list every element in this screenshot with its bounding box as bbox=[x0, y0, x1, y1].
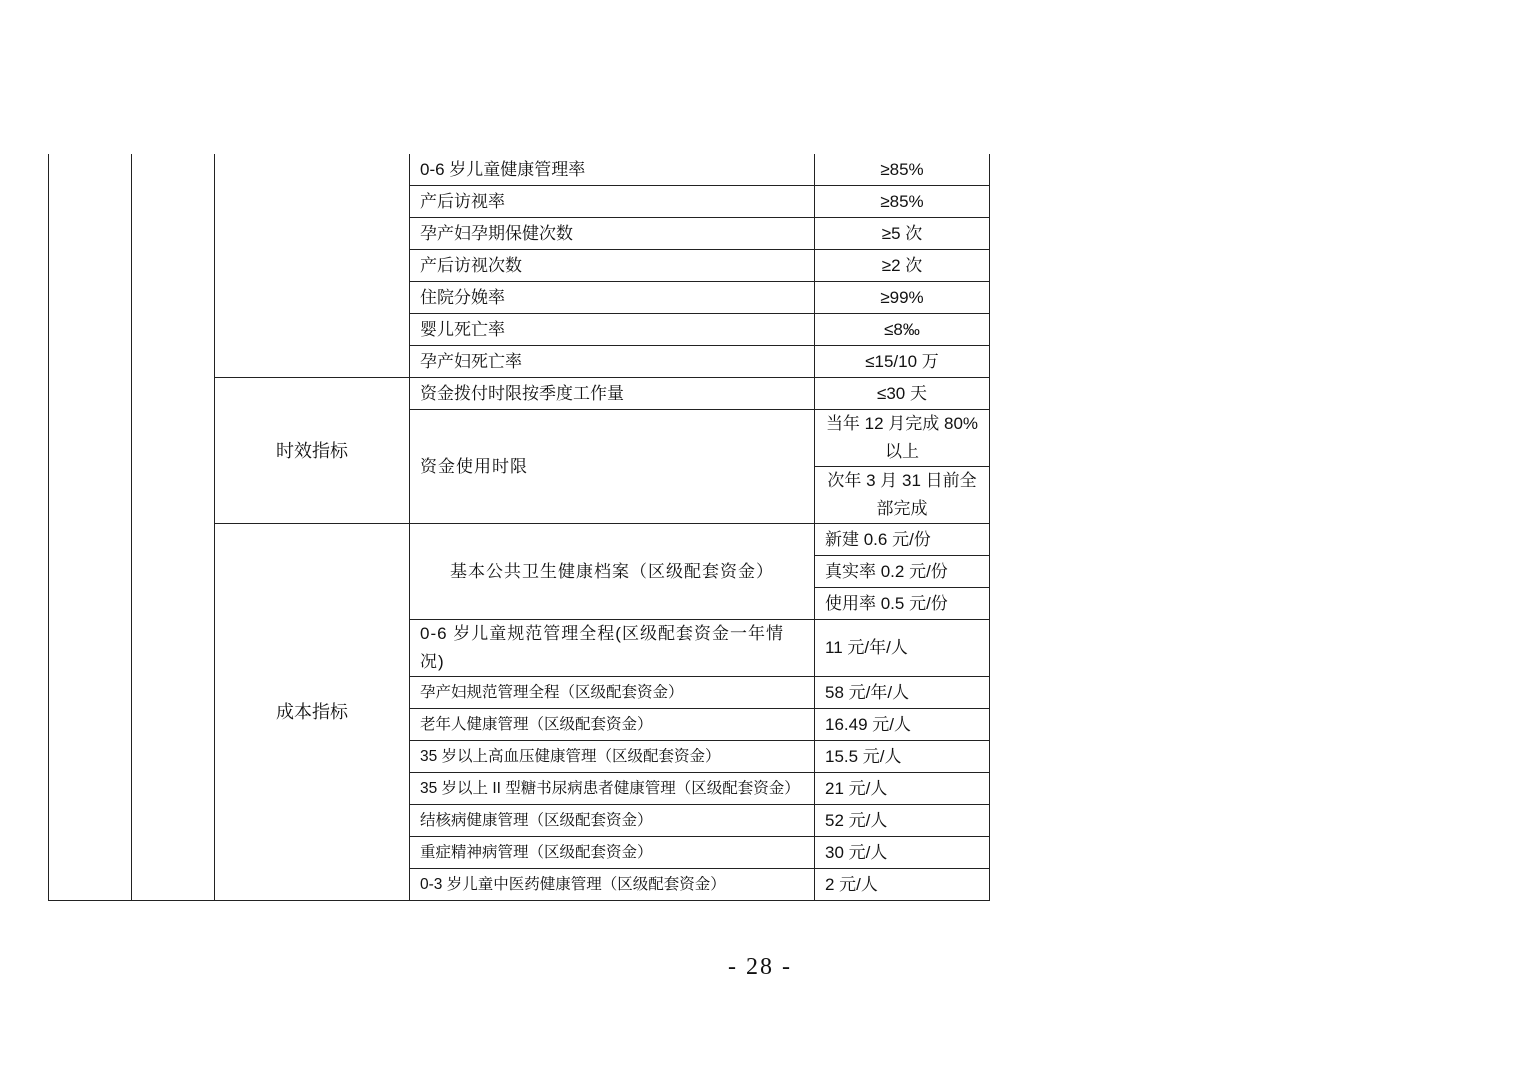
blank-column-2 bbox=[132, 154, 215, 901]
indicator-label: 结核病健康管理（区级配套资金） bbox=[410, 805, 815, 837]
category-cost: 成本指标 bbox=[215, 524, 410, 901]
indicator-value: ≥99% bbox=[815, 282, 990, 314]
indicator-value: 次年 3 月 31 日前全部完成 bbox=[815, 467, 990, 524]
indicator-label: 资金使用时限 bbox=[410, 410, 815, 524]
indicator-value: 52 元/人 bbox=[815, 805, 990, 837]
indicator-label: 35 岁以上高血压健康管理（区级配套资金） bbox=[410, 741, 815, 773]
indicator-value: ≥85% bbox=[815, 186, 990, 218]
indicator-value: 16.49 元/人 bbox=[815, 709, 990, 741]
table-row bbox=[49, 154, 990, 186]
indicator-value: ≥85% bbox=[815, 154, 990, 186]
indicator-label: 0-6 岁儿童健康管理率 bbox=[410, 154, 815, 186]
indicator-label: 0-6 岁儿童规范管理全程(区级配套资金一年情况) bbox=[410, 620, 815, 677]
indicator-value: 15.5 元/人 bbox=[815, 741, 990, 773]
indicator-label: 孕产妇孕期保健次数 bbox=[410, 218, 815, 250]
indicator-value: 11 元/年/人 bbox=[815, 620, 990, 677]
indicator-value: 58 元/年/人 bbox=[815, 677, 990, 709]
blank-column-1 bbox=[49, 154, 132, 901]
indicator-label: 资金拨付时限按季度工作量 bbox=[410, 378, 815, 410]
indicator-label: 住院分娩率 bbox=[410, 282, 815, 314]
indicator-value: ≤30 天 bbox=[815, 378, 990, 410]
indicator-label: 老年人健康管理（区级配套资金） bbox=[410, 709, 815, 741]
indicator-value: 2 元/人 bbox=[815, 869, 990, 901]
indicator-label: 35 岁以上 II 型糖书尿病患者健康管理（区级配套资金） bbox=[410, 773, 815, 805]
indicator-label: 产后访视次数 bbox=[410, 250, 815, 282]
indicator-value: 30 元/人 bbox=[815, 837, 990, 869]
indicator-label: 重症精神病管理（区级配套资金） bbox=[410, 837, 815, 869]
category-timeliness: 时效指标 bbox=[215, 378, 410, 524]
indicator-label: 孕产妇规范管理全程（区级配套资金） bbox=[410, 677, 815, 709]
indicator-label: 产后访视率 bbox=[410, 186, 815, 218]
indicator-value: ≥5 次 bbox=[815, 218, 990, 250]
indicator-label: 婴儿死亡率 bbox=[410, 314, 815, 346]
indicator-value: ≥2 次 bbox=[815, 250, 990, 282]
indicator-value: 21 元/人 bbox=[815, 773, 990, 805]
indicator-value: ≤15/10 万 bbox=[815, 346, 990, 378]
indicator-label: 孕产妇死亡率 bbox=[410, 346, 815, 378]
indicator-label: 0-3 岁儿童中医药健康管理（区级配套资金） bbox=[410, 869, 815, 901]
blank-category-cell bbox=[215, 154, 410, 378]
indicator-value: 真实率 0.2 元/份 bbox=[815, 556, 990, 588]
indicator-value: 当年 12 月完成 80%以上 bbox=[815, 410, 990, 467]
indicator-value: 使用率 0.5 元/份 bbox=[815, 588, 990, 620]
performance-indicator-table bbox=[48, 154, 990, 901]
indicator-value: 新建 0.6 元/份 bbox=[815, 524, 990, 556]
indicator-label: 基本公共卫生健康档案（区级配套资金） bbox=[410, 524, 815, 620]
page-number: - 28 - bbox=[728, 954, 792, 980]
indicator-value: ≤8‰ bbox=[815, 314, 990, 346]
